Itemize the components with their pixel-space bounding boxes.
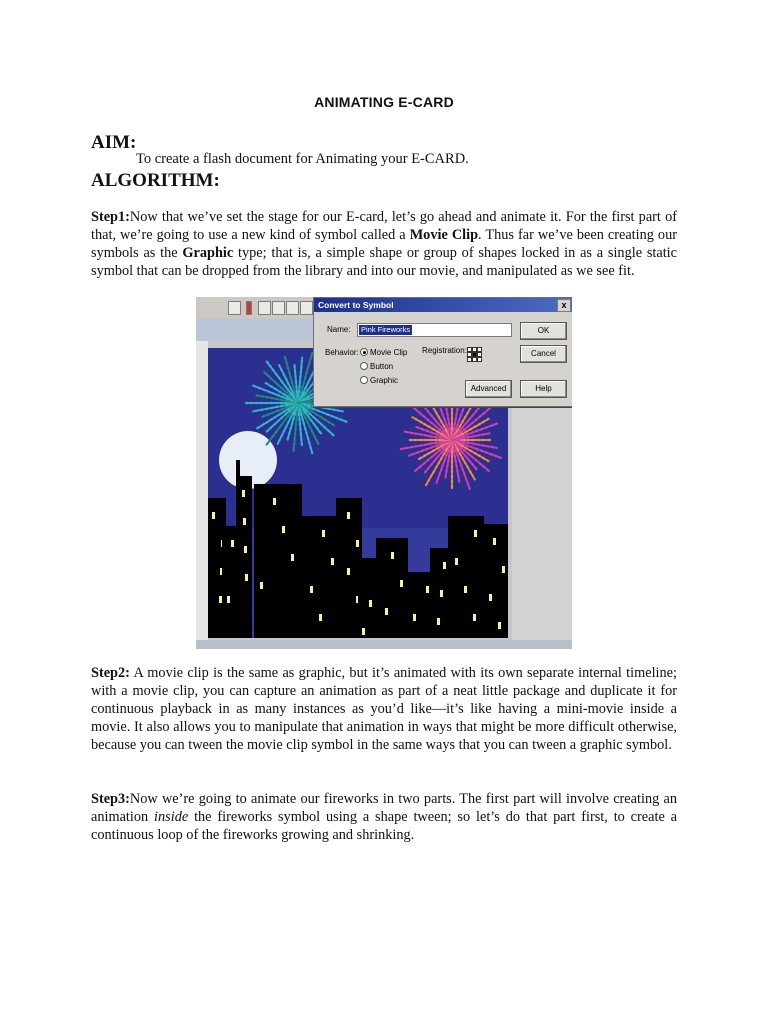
document-title: ANIMATING E-CARD (314, 94, 454, 110)
window (227, 596, 230, 603)
step1-bold-graphic: Graphic (182, 245, 234, 261)
window (310, 586, 313, 593)
step1-text-b: . Thus far we’ve been creating our symbols as the (91, 227, 677, 261)
behavior-movie-clip-label: Movie Clip (370, 348, 408, 357)
window (385, 608, 388, 615)
window (362, 628, 365, 635)
antenna (236, 460, 240, 478)
dialog-close-button[interactable]: x (557, 299, 571, 312)
window (347, 568, 350, 575)
window (437, 618, 440, 625)
advanced-button[interactable]: Advanced (465, 380, 512, 398)
ok-button[interactable]: OK (520, 322, 567, 340)
window (273, 498, 276, 505)
timeline-strip (196, 319, 316, 342)
window (331, 558, 334, 565)
radio-movie-clip[interactable] (360, 348, 368, 356)
window (474, 530, 477, 537)
window (493, 538, 496, 545)
window (347, 512, 350, 519)
window (391, 552, 394, 559)
window (231, 540, 234, 547)
help-button[interactable]: Help (520, 380, 567, 398)
step3-text-a: Now we’re going to animate our fireworks in two parts. The first part will involve creating an animation (91, 791, 677, 825)
window (245, 574, 248, 581)
step2-label: Step2: (91, 665, 130, 681)
building (236, 476, 252, 638)
registration-grid[interactable] (467, 347, 481, 361)
symbol-name-value: Pink Fireworks (361, 325, 411, 334)
window (243, 518, 246, 525)
convert-to-symbol-dialog (313, 297, 572, 407)
cancel-button[interactable]: Cancel (520, 345, 567, 363)
radio-button[interactable] (360, 362, 368, 370)
step2-paragraph (91, 664, 677, 754)
symbol-name-input[interactable] (357, 323, 512, 337)
window (464, 586, 467, 593)
onion-skin-icon (258, 301, 271, 315)
window (426, 586, 429, 593)
window (502, 566, 505, 573)
edit-frames-icon (286, 301, 299, 315)
step1-bold-movie-clip: Movie Clip (409, 227, 479, 243)
dialog-titlebar (314, 298, 572, 312)
step3-label: Step3: (91, 791, 130, 807)
step3-italic-inside: inside (154, 809, 189, 825)
stage-margin (196, 341, 208, 641)
frame-icon (300, 301, 313, 315)
window (291, 554, 294, 561)
step1-label: Step1: (91, 209, 130, 225)
dialog-title: Convert to Symbol (318, 300, 394, 310)
behavior-graphic-label: Graphic (370, 376, 399, 385)
trash-icon (228, 301, 241, 315)
window (443, 562, 446, 569)
building (404, 572, 434, 638)
stage-scrollbar (196, 640, 572, 649)
window (356, 540, 359, 547)
window (260, 582, 263, 589)
window (212, 512, 215, 519)
window (282, 526, 285, 533)
window (498, 622, 501, 629)
flash-screenshot-figure (196, 297, 572, 649)
window (455, 558, 458, 565)
step1-text-a: Now that we’ve set the stage for our E-card, let’s go ahead and animate it. For the first part of that, we’re going to use a new kind of symbol called a (91, 209, 677, 243)
radio-graphic[interactable] (360, 376, 368, 384)
step3-paragraph (91, 790, 677, 844)
behavior-label: Behavior: (325, 348, 359, 357)
aim-text: To create a flash document for Animating your E-CARD. (136, 151, 469, 167)
step1-text-c: type; that is, a simple shape or group of shapes locked in as a single static symbol that can be dropped from the library and into our movie, and manipulated as we see fit. (91, 245, 677, 279)
step1-paragraph (91, 208, 677, 280)
aim-heading: AIM: (91, 132, 137, 153)
building (254, 484, 302, 638)
building (298, 516, 336, 638)
window (413, 614, 416, 621)
window (242, 490, 245, 497)
window (219, 596, 222, 603)
window (369, 600, 372, 607)
window (400, 580, 403, 587)
step2-text: A movie clip is the same as graphic, but it’s animated with its own separate internal timeline; with a movie clip, you can capture an animation as part of a neat little package and duplicate it for continuous playback in as many instances as you’d like—it’s like having a mini-movie inside a movie. It also allows you to manipulate that animation in ways that might be more difficult otherwise, because you can tween the movie clip symbol in the same ways that you can tween a graphic symbol. (91, 665, 677, 753)
behavior-button-label: Button (370, 362, 394, 371)
onion-outline-icon (272, 301, 285, 315)
step3-text-b: the fireworks symbol using a shape tween; so let’s do that part first, to create a continuous loop of the fireworks growing and shrinking. (91, 809, 678, 843)
timeline-marker-icon (246, 301, 252, 315)
window (244, 546, 247, 553)
window (319, 614, 322, 621)
algorithm-heading: ALGORITHM: (91, 170, 220, 191)
registration-label: Registration: (422, 346, 467, 355)
name-label: Name: (327, 325, 351, 334)
window (473, 614, 476, 621)
window (322, 530, 325, 537)
window (440, 590, 443, 597)
window (489, 594, 492, 601)
